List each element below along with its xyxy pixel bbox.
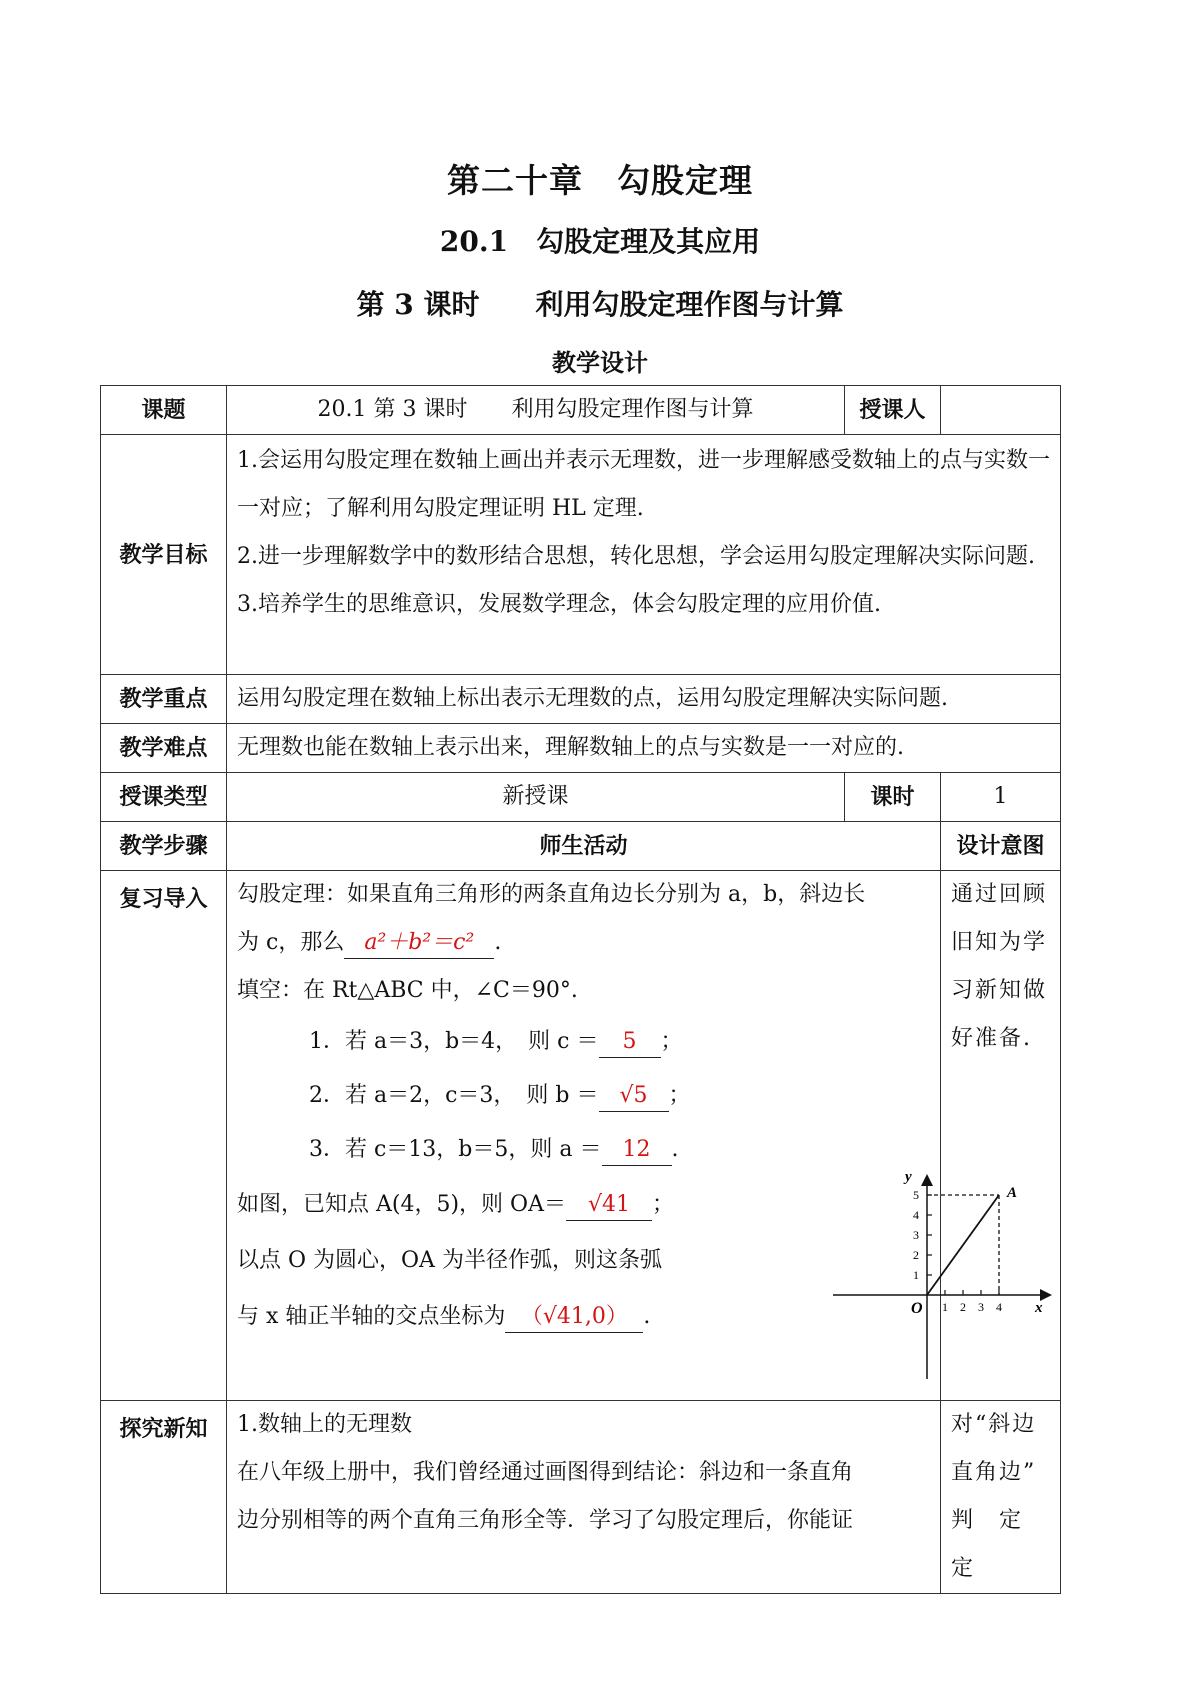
y-tick-label: 1 [913,1268,919,1282]
topic-value: 20.1 第 3 课时 利用勾股定理作图与计算 [227,386,845,435]
point-a-label: A [1007,1185,1018,1201]
activity-label: 师生活动 [227,822,941,871]
review-label: 复习导入 [101,871,227,1401]
answer-oa: √41 [566,1190,652,1221]
theorem-line1: 勾股定理：如果直角三角形的两条直角边长分别为 a，b，斜边长 [237,882,866,907]
x-axis-label: x [1035,1300,1043,1316]
explore-line2: 边分别相等的两个直角三角形全等．学习了勾股定理后，你能证 [237,1508,854,1533]
y-axis-label: y [905,1169,912,1185]
hours-value: 1 [941,773,1061,822]
design-subtitle: 教学设计 [552,348,648,377]
key-row [101,675,1061,724]
type-value: 新授课 [227,773,845,822]
explore-line1: 在八年级上册中，我们曾经通过画图得到结论：斜边和一条直角 [237,1460,854,1485]
y-tick-label: 4 [913,1208,919,1222]
graph-line2: 以点 O 为圆心，OA 为半径作弧，则这条弧 [237,1248,662,1273]
y-ticks [913,1188,932,1282]
x-tick-label: 2 [960,1300,966,1314]
chapter-title: 第二十章 勾股定理 [447,161,753,200]
graph-problem [237,1169,1043,1387]
goals-label: 教学目标 [101,435,227,675]
hours-label: 课时 [845,773,941,822]
type-label: 授课类型 [101,773,227,822]
section-title: 20.1 勾股定理及其应用 [439,225,761,258]
question-3: 3．若 c＝13，b＝5，则 a ＝ 12 . [237,1123,930,1177]
graph-line1: 如图，已知点 A(4，5)，则 OA＝ √41 ； [237,1177,930,1233]
question-1: 1．若 a＝3，b＝4， 则 c ＝ 5 ； [237,1015,930,1069]
answer-intersection: （√41,0） [505,1302,643,1333]
segment-oa [927,1195,999,1295]
difficulty-label: 教学难点 [101,724,227,773]
x-ticks [942,1290,1002,1314]
goal-1: 1.会运用勾股定理在数轴上画出并表示无理数，进一步理解感受数轴上的点与实数一一对应；了解利用勾股定理证明 HL 定理. [237,448,1050,521]
explore-intent: 对“斜边 直角边” 判 定 定 [941,1401,1061,1594]
goals-cell [227,435,1061,675]
y-tick-label: 3 [913,1228,919,1242]
steps-header-row [101,822,1061,871]
teacher-value [941,386,1061,435]
topic-label: 课题 [101,386,227,435]
intent-label: 设计意图 [941,822,1061,871]
x-tick-label: 3 [978,1300,984,1314]
x-tick-label: 4 [996,1300,1002,1314]
graph-line3: 与 x 轴正半轴的交点坐标为 （√41,0） . [237,1289,930,1345]
goal-2: 2.进一步理解数学中的数形结合思想，转化思想，学会运用勾股定理解决实际问题. [237,544,1035,569]
answer-q2: √5 [599,1081,669,1112]
explore-content [227,1401,941,1594]
explore-row [101,1401,1061,1594]
key-label: 教学重点 [101,675,227,724]
coordinate-graph [827,1167,1057,1382]
question-2: 2．若 a＝2，c＝3， 则 b ＝ √5 ； [237,1069,930,1123]
difficulty-row [101,724,1061,773]
explore-heading: 1.数轴上的无理数 [237,1412,412,1437]
origin-label: O [911,1300,923,1317]
theorem-line2: 为 c，那么 a²＋b²＝c² . [237,919,930,967]
answer-q3: 12 [602,1135,672,1166]
goals-row [101,435,1061,675]
answer-q1: 5 [599,1027,661,1058]
explore-label: 探究新知 [101,1401,227,1594]
difficulty-value: 无理数也能在数轴上表示出来，理解数轴上的点与实数是一一对应的. [227,724,1061,773]
steps-label: 教学步骤 [101,822,227,871]
answer-theorem: a²＋b²＝c² [344,928,494,959]
type-row [101,773,1061,822]
review-intent: 通过回顾旧知为学习新知做好准备. [941,871,1061,1401]
key-value: 运用勾股定理在数轴上标出表示无理数的点，运用勾股定理解决实际问题. [227,675,1061,724]
review-row [101,871,1061,1401]
x-tick-label: 1 [942,1300,948,1314]
topic-row [101,386,1061,435]
lesson-plan-table [100,385,1061,1594]
lesson-title: 第 3 课时 利用勾股定理作图与计算 [356,288,844,321]
goal-3: 3.培养学生的思维意识，发展数学理念，体会勾股定理的应用价值. [237,592,881,617]
y-tick-label: 2 [913,1248,919,1262]
y-tick-label: 5 [913,1188,919,1202]
teacher-label: 授课人 [845,386,941,435]
fill-intro: 填空：在 Rt△ABC 中，∠C＝90°. [237,978,578,1003]
